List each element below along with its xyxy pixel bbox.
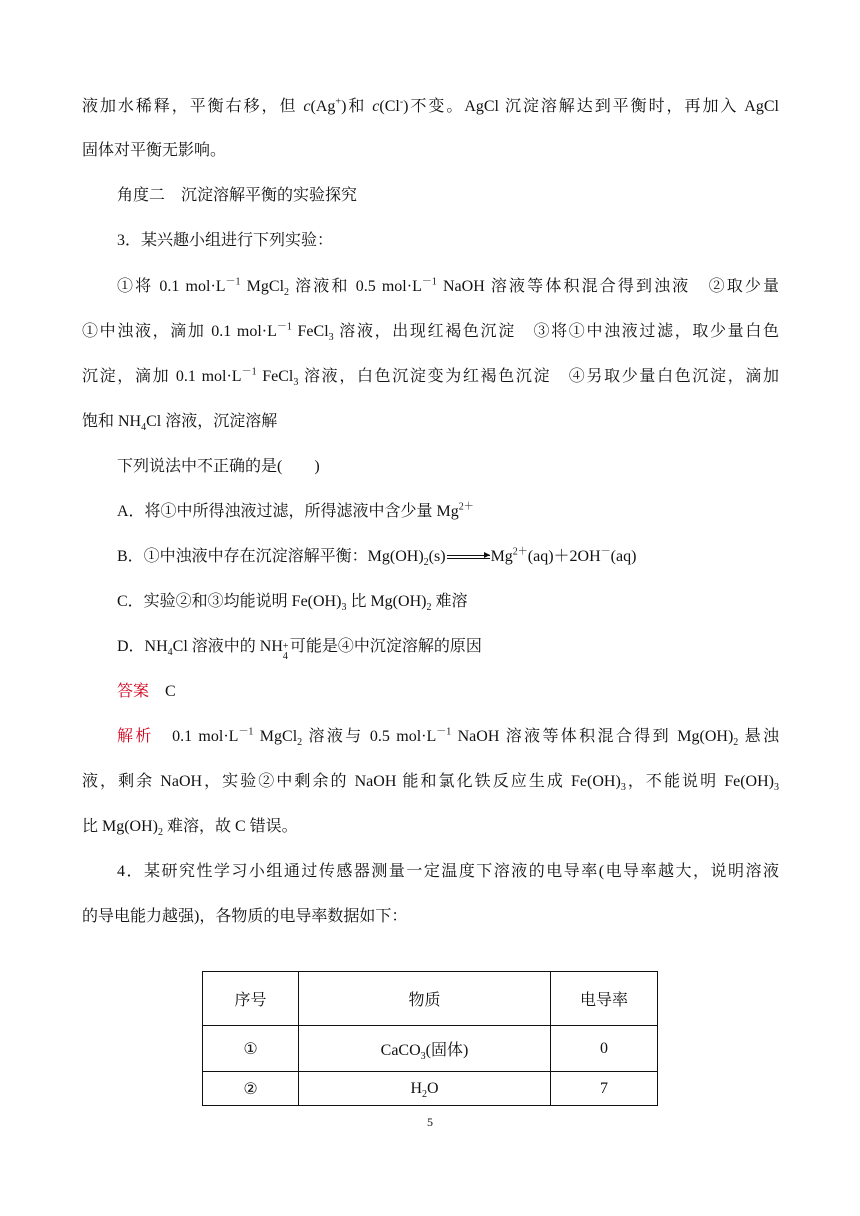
table-cell: ① <box>203 1026 299 1072</box>
text-line: 饱和 $NH_4Cl$ 溶液，沉淀溶解 <box>82 413 278 434</box>
answer: 答案 C <box>117 683 176 700</box>
table-cell: 0 <box>551 1026 658 1072</box>
column-header: 电导率 <box>551 972 658 1026</box>
text-line: 沉淀，滴加 0.1 $mol\cdot L^{-1}$ FeCl$_3$ 溶液，白色沉淀变为红褐色沉淀 ④另取少量白色沉淀，滴加 <box>82 366 779 389</box>
column-header: 序号 <box>203 972 299 1026</box>
question-stem: 3．某兴趣小组进行下列实验： <box>117 232 334 249</box>
explanation-line: 液，剩余 NaOH，实验②中剩余的 NaOH 能和氯化铁反应生成 $Fe(OH)_3$，不能说明 $Fe(OH)_3$ <box>82 773 779 794</box>
option-b: B．①中浊液中存在沉淀溶解平衡：$Mg(OH)_2(s)$ $Mg^{2+}(aq)+2OH^-(aq)$ <box>117 546 637 569</box>
conductivity-table <box>202 971 658 1106</box>
column-header: 物质 <box>299 972 551 1026</box>
question-stem: 4．某研究性学习小组通过传感器测量一定温度下溶液的电导率(电导率越大，说明溶液 <box>117 863 779 880</box>
text-line: 的导电能力越强)，各物质的电导率数据如下： <box>82 908 408 925</box>
explanation-label: 解析 <box>117 728 154 745</box>
explanation-line: 比 $Mg(OH)_2$ 难溶，故 C 错误。 <box>82 818 298 839</box>
table-header-row <box>203 972 658 1026</box>
answer-label: 答案 <box>117 683 150 700</box>
question-prompt: 下列说法中不正确的是( ) <box>117 458 320 475</box>
table-row <box>203 1026 658 1072</box>
table-cell: 7 <box>551 1072 658 1106</box>
table-cell: ② <box>203 1072 299 1106</box>
text-line: ①中浊液，滴加 0.1 $mol\cdot L^{-1}$ FeCl$_3$ 溶液，出现红褐色沉淀 ③将①中浊液过滤，取少量白色 <box>82 321 779 344</box>
explanation-line: 解析 0.1 $mol\cdot L^{-1}$ MgCl$_2$ 溶液与 0.5 $mol\cdot L^{-1}$ NaOH 溶液等体积混合得到 $Mg(OH)_2$ 悬浊 <box>117 726 779 749</box>
table-cell: CaCO$_3$(固体) <box>299 1026 551 1072</box>
equilibrium-arrow-icon <box>447 553 490 561</box>
text-line: 液加水稀释，平衡右移，但 c(Ag+)和 c(Cl-)不变。AgCl 沉淀溶解达到平衡时，再加入 AgCl <box>82 96 779 115</box>
page-number: 5 <box>427 1115 433 1129</box>
table-row <box>203 1072 658 1106</box>
option-c: C．实验②和③均能说明 $Fe(OH)_3$ 比 $Mg(OH)_2$ 难溶 <box>117 593 468 614</box>
option-d: D．$NH_4Cl$ 溶液中的 NH 4 + 可能是④中沉淀溶解的原因 <box>117 638 482 662</box>
text-line: 固体对平衡无影响。 <box>82 142 227 159</box>
text-line: ①将 0.1 $mol\cdot L^{-1}$ MgCl$_2$ 溶液和 0.5 $mol\cdot L^{-1}$ NaOH 溶液等体积混合得到浊液 ②取少量 <box>117 276 779 299</box>
option-a: A．将①中所得浊液过滤，所得滤液中含少量 $Mg^{2+}$ <box>117 501 474 520</box>
section-heading: 角度二 沉淀溶解平衡的实验探究 <box>117 187 358 204</box>
table-cell: $H_2O$ <box>299 1072 551 1106</box>
